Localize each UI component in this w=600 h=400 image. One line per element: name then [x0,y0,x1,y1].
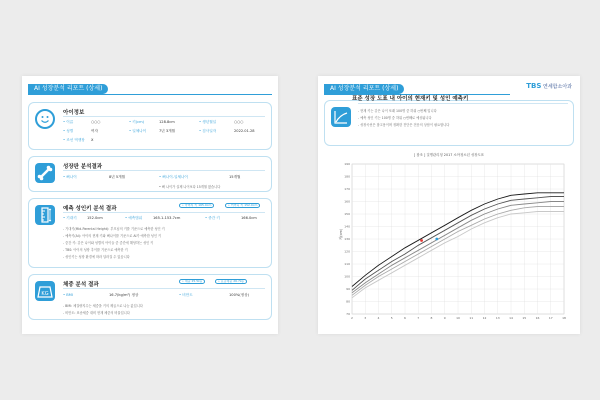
x-tick-label: 10 [456,316,460,320]
value-height: 128.8cm [159,120,175,124]
chart-caption: [ 참조 ] 질병관리청 2017 소아청소년 성장도표 [413,153,485,157]
x-tick-label: 7 [417,316,420,320]
std-weight-pill: • 표준체중 26.7kg [215,279,247,284]
weight-card [28,274,272,320]
adult-bullet: - TBS: 아이의 성장 추이를 기준으로 예측한 키 [63,248,128,252]
logo-mark: TBS [526,82,542,90]
value-name: ○○○ [91,120,101,124]
value-expected-height: 152.0cm [87,216,103,220]
father-height-pill: • 아버지 키 165.0cm [179,203,214,208]
y-tick-label: 130 [344,237,350,241]
label-obesity: • 비만도 [179,293,193,297]
y-tick-label: 80 [346,299,350,304]
x-tick-label: 15 [522,316,527,320]
y-tick-label: 90 [346,287,350,291]
value-obesity: 100%(정상) [229,293,250,297]
weight-title: 체중 분석 결과 [63,282,99,288]
divider [63,116,265,117]
x-tick-label: 3 [364,316,367,320]
y-tick-label: 160 [344,199,350,204]
y-tick-label: 140 [344,224,350,229]
weight-pill: • 체중 25.5kg [179,279,205,284]
y-tick-label: 70 [346,312,350,316]
value-age: 7년 3개월 [159,129,176,133]
label-exam-date: • 검사일자 [199,129,217,133]
page-tab-label: AI 성장분석 리포트 (상세) [28,84,108,94]
chart-desc-line: - 현재 키는 같은 나이 또래 100명 중 하위 ○번째 입니다 [358,109,437,113]
growth-note: • 뼈 나이가 실제 나이보다 15개월 많습니다 [159,185,221,189]
growth-plate-title: 성장판 분석결과 [63,164,103,170]
label-bone-age-diff: • 뼈나이-일체나이 [159,175,188,179]
value-bmi: 16.7(kg/m²) 정상 [109,293,139,297]
label-birthdate: • 생년월일 [199,120,217,124]
divider [63,288,265,289]
y-axis-label: 키(cm) [339,228,343,240]
y-tick-label: 170 [344,187,350,191]
y-tick-label: 120 [344,249,350,254]
x-tick-label: 11 [469,316,474,320]
weight-bullet: - 비만도: 표준체중 대비 현재 체중의 비율입니다 [63,311,130,315]
adult-bullet: - 중간 키: 같은 나이와 성별의 아이들 중 중간에 해당하는 성인 키 [63,241,154,245]
x-tick-label: 18 [562,316,566,320]
chart-desc-line: - 성장곡선은 참고용이며 정확한 진단은 전문의 상담이 필요합니다 [358,123,450,127]
adult-bullet: - 성인키는 성장 환경에 따라 달라질 수 있습니다 [63,255,130,259]
x-tick-label: 12 [482,316,487,320]
label-predict-range: • 예측범위 [125,216,143,220]
value-bone-age: 8년 5개월 [109,175,126,179]
label-height: • 키(cm) [129,120,145,124]
logo-text: 연세함소아과 [543,84,572,90]
label-bone-age: • 뼈나이 [63,175,77,179]
y-tick-label: 180 [344,174,350,179]
label-name: • 이름 [63,120,74,124]
x-tick-label: 4 [377,316,380,320]
y-tick-label: 100 [344,274,350,279]
value-birthdate: ○○○ [234,120,244,124]
y-tick-label: 110 [344,262,350,266]
x-tick-label: 6 [404,316,406,320]
chart-section-title: 표준 성장 도표 내 아이의 현재키 및 성인 예측키 [352,96,469,102]
x-tick-label: 2 [351,316,353,320]
adult-bullet: - 예측키(AI): 아이의 현재 키와 뼈나이를 기준으로 AI가 예측한 성인 키 [63,234,162,238]
adult-height-title: 예측 성인키 분석 결과 [63,206,117,212]
tab-underline [28,94,272,95]
report-page-1 [22,76,278,334]
report-page-2 [318,76,580,334]
clinic-logo [526,82,572,90]
value-early-growth: X [91,138,94,142]
bone-icon [35,163,55,183]
divider [63,170,265,171]
mother-height-pill: • 어머니 키 152.0cm [225,203,260,208]
value-exam-date: 2022.01.28 [234,129,255,133]
x-tick-label: 17 [548,316,553,320]
scale-icon [35,281,55,301]
value-median-height: 166.0cm [241,216,257,220]
x-tick-label: 9 [443,316,446,320]
page-tab-label: AI 성장분석 리포트 (상세) [324,84,404,94]
baby-info-title: 아이정보 [63,110,85,116]
x-tick-label: 5 [390,316,393,320]
y-tick-label: 190 [344,162,350,166]
chart-desc-line: - 예측 성인 키는 100명 중 하위 ○번째로 예상됩니다 [358,116,432,120]
x-tick-label: 13 [495,316,500,320]
x-tick-label: 16 [535,316,540,320]
x-tick-label: 8 [430,316,433,320]
growth-chart [336,160,572,328]
label-sex: • 성별 [63,129,74,133]
divider [63,212,265,213]
label-bmi: • BMI [63,293,73,297]
growth-curve-icon [331,107,351,127]
label-age: • 일체나이 [129,129,147,133]
value-predict-range: 165.1-153.7cm [153,216,181,220]
adult-bullet: - 기대키(Mid-Parental Height): 부모님의 키를 기준으로 예측한 성인 키 [63,227,165,231]
ruler-icon [35,205,55,225]
value-bone-age-diff: 15개월 [229,175,241,179]
label-median-height: • 중간 키 [205,216,220,220]
measurement-point [420,239,423,242]
adult-height-card [28,198,272,268]
svg-text:KG: KG [41,291,49,297]
y-tick-label: 150 [344,212,350,216]
smile-icon [35,109,55,129]
weight-bullet: - BMI: 체질량지수는 체중을 키의 제곱으로 나눈 값입니다 [63,304,143,308]
x-tick-label: 14 [509,316,513,320]
value-sex: 여자 [91,129,98,133]
label-expected-height: • 기대키 [63,216,77,220]
baby-info-card [28,102,272,150]
measurement-point [435,238,438,241]
label-early-growth: • 조선 역생장 [63,138,85,142]
divider [358,103,568,104]
growth-plate-card [28,156,272,192]
